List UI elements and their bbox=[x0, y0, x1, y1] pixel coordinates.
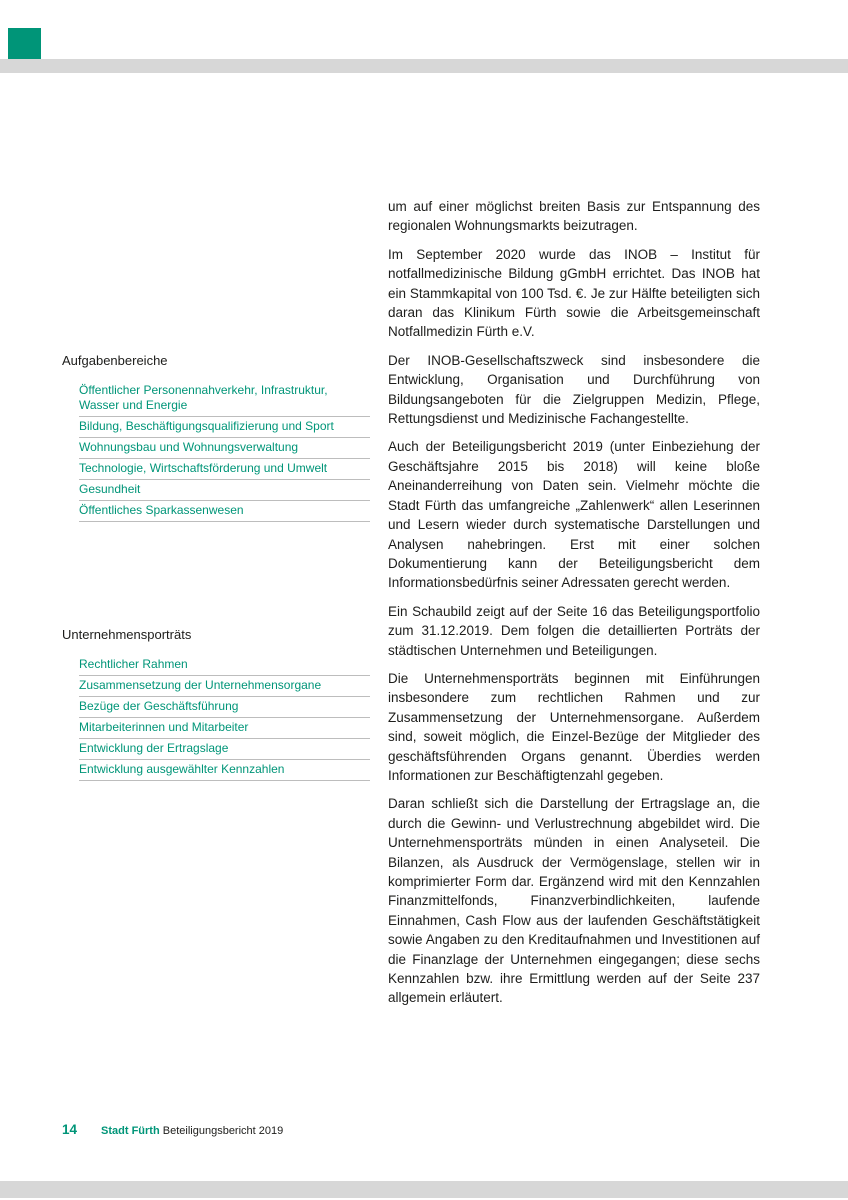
sidebar-link[interactable]: Zusammensetzung der Unternehmensorgane bbox=[79, 676, 370, 697]
sidebar-link[interactable]: Öffentliches Sparkassenwesen bbox=[79, 501, 370, 522]
brand-corner-square bbox=[8, 28, 41, 61]
sidebar-link[interactable]: Gesundheit bbox=[79, 480, 370, 501]
paragraph: Die Unternehmensporträts beginnen mit Einführungen insbesondere zum rechtlichen Rahmen und zur Zusammensetzung der Unternehmensorgane. Außerdem sind, soweit möglich, die Einzel-Bezüge der Mitglieder des geschäftsführenden Organs genannt. Überdies werden Informationen zur Beschäftigtenzahl gegeben. bbox=[388, 670, 760, 783]
paragraph: Im September 2020 wurde das INOB – Institut für notfallmedizinische Bildung gGmbH errichtet. Das INOB hat ein Stammkapital von 100 Tsd. €. Je zur Hälfte beteiligten sich daran das Klinikum Fürth sowie die Arbeitsgemeinschaft Notfallmedizin Fürth e.V. bbox=[388, 246, 760, 340]
sidebar-list-aufgabenbereiche bbox=[62, 381, 370, 522]
sidebar-link[interactable]: Wohnungsbau und Wohnungsverwaltung bbox=[79, 438, 370, 459]
footer-text bbox=[101, 1125, 283, 1137]
page-footer bbox=[62, 1122, 283, 1137]
sidebar-link[interactable]: Entwicklung der Ertragslage bbox=[79, 739, 370, 760]
paragraph: um auf einer möglichst breiten Basis zur Entspannung des regionalen Wohnungsmarkts beizutragen. bbox=[388, 199, 760, 234]
sidebar-section-aufgabenbereiche bbox=[62, 353, 370, 522]
paragraph: Ein Schaubild zeigt auf der Seite 16 das Beteiligungsportfolio zum 31.12.2019. Dem folgen die detaillierten Porträts der städtischen Unternehmen und Beteiligungen. bbox=[388, 603, 760, 658]
paragraph: Auch der Beteiligungsbericht 2019 (unter Einbeziehung der Geschäftsjahre 2015 bis 2018) will keine bloße Aneinanderreihung von Daten sein. Vielmehr möchte die Stadt Fürth das umfangreiche „Zahlenwerk“ allen Leserinnen und Lesern wieder durch systematische Darstellungen und Analysen nahebringen. Erst mit einer solchen Dokumentierung kann der Beteiligungsbericht dem Informationsbedürfnis seiner Adressaten gerecht werden. bbox=[388, 439, 760, 591]
paragraph: Der INOB-Gesellschaftszweck sind insbesondere die Entwicklung, Organisation und Durchführung von Bildungsangeboten für die Zielgruppen Medizin, Pflege, Rettungsdienst und Medizinische Fachangestellte. bbox=[388, 352, 760, 427]
sidebar-link[interactable]: Bildung, Beschäftigungsqualifizierung und Sport bbox=[79, 417, 370, 438]
sidebar-link[interactable]: Bezüge der Geschäftsführung bbox=[79, 697, 370, 718]
bottom-divider-band bbox=[0, 1181, 848, 1198]
sidebar-section-unternehmensportraets bbox=[62, 627, 370, 781]
sidebar-link[interactable]: Mitarbeiterinnen und Mitarbeiter bbox=[79, 718, 370, 739]
sidebar-link[interactable]: Rechtlicher Rahmen bbox=[79, 655, 370, 676]
sidebar-link[interactable]: Öffentlicher Personennahverkehr, Infrastruktur, Wasser und Energie bbox=[79, 381, 370, 417]
main-text-column bbox=[388, 197, 760, 1017]
footer-brand: Stadt Fürth bbox=[101, 1125, 160, 1137]
sidebar-link[interactable]: Technologie, Wirtschaftsförderung und Umwelt bbox=[79, 459, 370, 480]
sidebar-list-unternehmensportraets bbox=[62, 655, 370, 781]
sidebar-heading-aufgabenbereiche: Aufgabenbereiche bbox=[62, 353, 168, 368]
top-divider-band bbox=[0, 59, 848, 73]
page-number: 14 bbox=[62, 1122, 78, 1137]
paragraph: Daran schließt sich die Darstellung der Ertragslage an, die durch die Gewinn- und Verlustrechnung abgebildet wird. Die Unternehmensporträts münden in einen Analyseteil. Die Bilanzen, als Ausdruck der Vermögenslage, stellen wir in komprimierter Form dar. Ergänzend wird mit den Kennzahlen Finanzmittelfonds, Finanzverbindlichkeiten, laufende Einnahmen, Cash Flow aus der laufenden Geschäftstätigkeit sowie Angaben zu den Kreditaufnahmen und Investitionen auf die Finanzlage der Unternehmen eingegangen; diese sechs Kennzahlen bzw. ihre Ermittlung werden auf der Seite 237 allgemein erläutert. bbox=[388, 796, 760, 1006]
sidebar-link[interactable]: Entwicklung ausgewählter Kennzahlen bbox=[79, 760, 370, 781]
sidebar-heading-unternehmensportraets: Unternehmensporträts bbox=[62, 627, 192, 642]
footer-report-title: Beteiligungsbericht 2019 bbox=[162, 1125, 284, 1137]
